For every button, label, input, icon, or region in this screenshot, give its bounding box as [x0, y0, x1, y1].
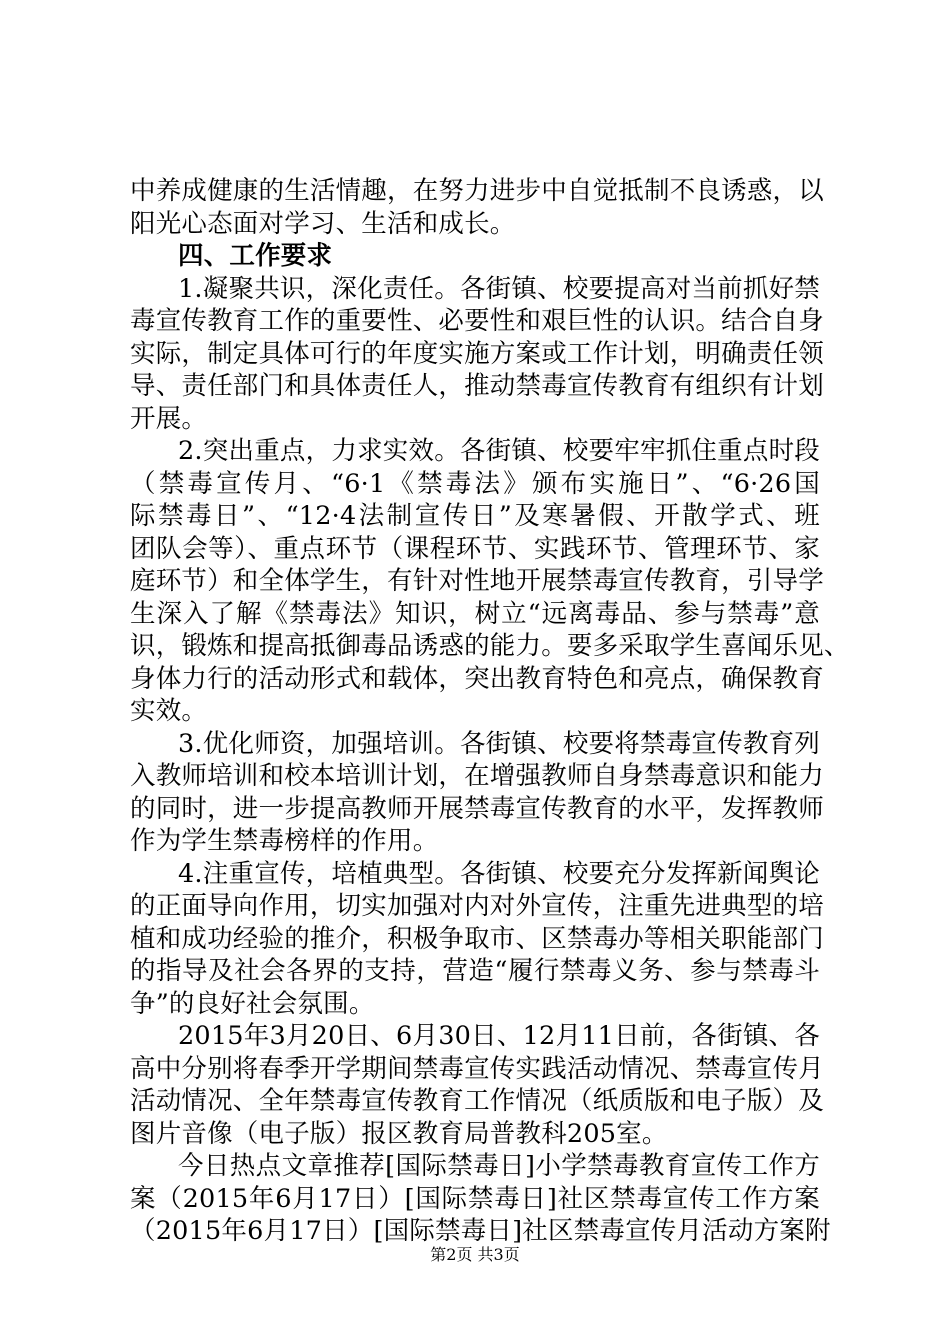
text-line: 的同时，进一步提高教师开展禁毒宣传教育的水平，发挥教师: [130, 793, 824, 824]
text-line: 植和成功经验的推介，积极争取市、区禁毒办等相关职能部门: [130, 923, 824, 954]
text-line: 导、责任部门和具体责任人，推动禁毒宣传教育有组织有计划: [130, 371, 824, 401]
text-line: 毒宣传教育工作的重要性、必要性和艰巨性的认识。结合自身: [130, 306, 824, 336]
text-line: 高中分别将春季开学期间禁毒宣传实践活动情况、禁毒宣传月: [130, 1053, 824, 1084]
text-line: 入教师培训和校本培训计划，在增强教师自身禁毒意识和能力: [130, 761, 824, 791]
text-line: 案（2015年6月17日）[国际禁毒日]社区禁毒宣传工作方案: [130, 1183, 820, 1214]
text-line: 际禁毒日”、“12·4法制宣传日”及寒暑假、开散学式、班: [130, 501, 820, 531]
text-line: 作为学生禁毒榜样的作用。: [130, 826, 439, 856]
text-line: 中养成健康的生活情趣，在努力进步中自觉抵制不良诱惑，以: [130, 176, 824, 206]
section-heading: 四、工作要求: [178, 241, 333, 271]
text-line: 团队会等）、重点环节（课程环节、实践环节、管理环节、家: [130, 533, 820, 564]
document-body: [130, 175, 850, 1248]
text-line: 阳光心态面对学习、生活和成长。: [130, 208, 516, 239]
text-line: 庭环节）和全体学生，有针对性地开展禁毒宣传教育，引导学: [130, 566, 824, 596]
text-line: 识，锻炼和提高抵御毒品诱惑的能力。要多采取学生喜闻乐见、: [130, 631, 850, 661]
text-line: 生深入了解《禁毒法》知识，树立“远离毒品、参与禁毒”意: [130, 598, 820, 629]
text-line: 今日热点文章推荐[国际禁毒日]小学禁毒教育宣传工作方: [178, 1151, 820, 1181]
text-line: 争”的良好社会氛围。: [130, 988, 375, 1019]
text-line: 2.突出重点，力求实效。各街镇、校要牢牢抓住重点时段: [178, 436, 820, 466]
page-footer: 第2页 共3页: [430, 1245, 520, 1264]
text-line: 图片音像（电子版）报区教育局普教科205室。: [130, 1118, 668, 1149]
text-line: 的指导及社会各界的支持，营造“履行禁毒义务、参与禁毒斗: [130, 956, 820, 986]
text-line: 活动情况、全年禁毒宣传教育工作情况（纸质版和电子版）及: [130, 1086, 824, 1116]
text-line: 身体力行的活动形式和载体，突出教育特色和亮点，确保教育: [130, 663, 824, 694]
text-line: 3.优化师资，加强培训。各街镇、校要将禁毒宣传教育列: [178, 728, 820, 759]
text-line: 开展。: [130, 403, 208, 434]
text-line: 的正面导向作用，切实加强对内对外宣传，注重先进典型的培: [130, 891, 824, 921]
text-line: 1.凝聚共识，深化责任。各街镇、校要提高对当前抓好禁: [178, 273, 820, 304]
text-line: 实际，制定具体可行的年度实施方案或工作计划，明确责任领: [130, 338, 824, 369]
text-line: 实效。: [130, 696, 208, 726]
text-line: （禁毒宣传月、“6·1《禁毒法》颁布实施日”、“6·26国: [130, 468, 820, 499]
text-line: 2015年3月20日、6月30日、12月11日前，各街镇、各: [178, 1021, 820, 1051]
text-line: （2015年6月17日）[国际禁毒日]社区禁毒宣传月活动方案附: [130, 1216, 831, 1246]
text-line: 4.注重宣传，培植典型。各街镇、校要充分发挥新闻舆论: [178, 858, 820, 889]
